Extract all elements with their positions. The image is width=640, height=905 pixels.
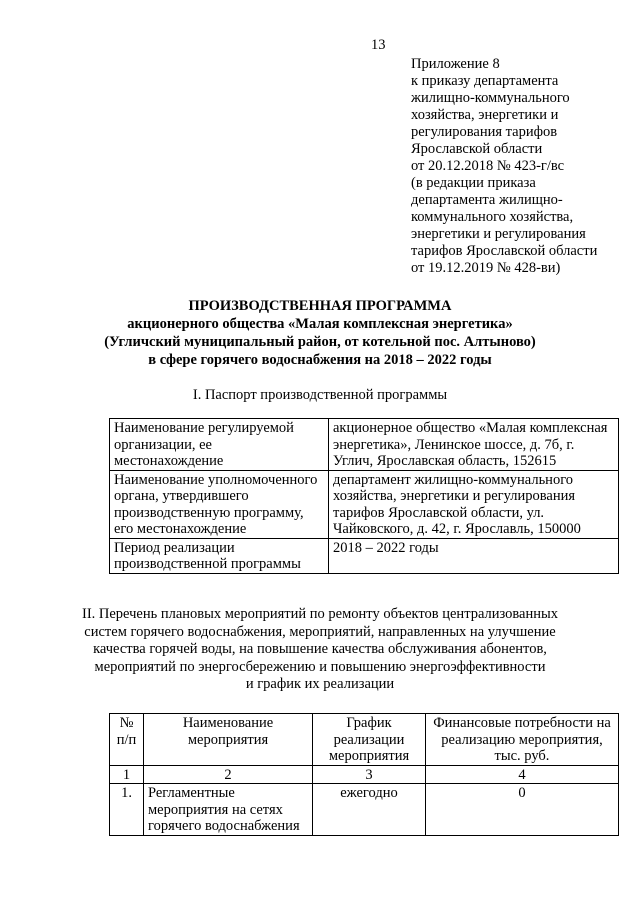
table-cell: 0 xyxy=(426,784,619,836)
document-title xyxy=(0,297,640,369)
table-header-row xyxy=(110,714,619,766)
appendix-line: департамента жилищно- xyxy=(411,192,563,208)
section-2-line: качества горячей воды, на повышение качества обслуживания абонентов, xyxy=(93,641,547,657)
section-2-line: систем горячего водоснабжения, мероприятий, направленных на улучшение xyxy=(84,623,556,640)
section-2-line: и график их реализации xyxy=(245,676,395,692)
appendix-line: Ярославской области xyxy=(411,141,543,157)
page-number: 13 xyxy=(371,37,386,53)
section-1-heading: I. Паспорт производственной программы xyxy=(192,387,448,403)
passport-value: департамент жилищно-коммунального хозяйства, энергетики и регулирования тарифов Ярославской области, ул. Чайковского, д. 42, г. Ярославль, 150000 xyxy=(329,470,619,538)
header-cell: Наименование мероприятия xyxy=(144,714,313,766)
title-line: в сфере горячего водоснабжения на 2018 – 2022 годы xyxy=(148,352,492,368)
title-line: акционерного общества «Малая комплексная энергетика» xyxy=(127,316,513,332)
header-cell: График реализации мероприятия xyxy=(313,714,426,766)
appendix-line: от 19.12.2019 № 428-ви) xyxy=(411,260,561,276)
column-number-row xyxy=(110,765,619,784)
passport-value: акционерное общество «Малая комплексная энергетика», Ленинское шоссе, д. 7б, г. Углич, Ярославская область, 152615 xyxy=(329,419,619,471)
table-row xyxy=(110,784,619,836)
table-row xyxy=(110,470,619,538)
column-number-cell: 3 xyxy=(313,765,426,784)
column-number-cell: 2 xyxy=(144,765,313,784)
table-row xyxy=(110,538,619,573)
appendix-line: регулирования тарифов xyxy=(411,124,558,140)
appendix-line: тарифов Ярославской области xyxy=(411,243,598,259)
title-line: (Угличский муниципальный район, от котельной пос. Алтыново) xyxy=(104,334,536,350)
appendix-line: жилищно-коммунального xyxy=(411,90,570,106)
appendix-line: коммунального хозяйства, xyxy=(411,209,574,225)
appendix-line: к приказу департамента xyxy=(411,73,559,89)
passport-table xyxy=(109,418,619,574)
appendix-line: (в редакции приказа xyxy=(411,175,536,191)
passport-value: 2018 – 2022 годы xyxy=(329,538,619,573)
passport-label: Наименование регулируемой организации, ее местонахождение xyxy=(110,419,329,471)
table-cell: 1. xyxy=(110,784,144,836)
section-2-heading xyxy=(0,606,640,694)
passport-label: Период реализации производственной программы xyxy=(110,538,329,573)
section-2-line: II. Перечень плановых мероприятий по ремонту объектов централизованных xyxy=(81,606,559,622)
plan-table xyxy=(109,713,619,836)
appendix-line: хозяйства, энергетики и xyxy=(411,107,559,123)
appendix-line: энергетики и регулирования xyxy=(411,226,586,242)
title-line: ПРОИЗВОДСТВЕННАЯ ПРОГРАММА xyxy=(188,298,452,314)
appendix-block xyxy=(411,56,631,277)
header-cell: № п/п xyxy=(110,714,144,766)
section-2-line: мероприятий по энергосбережению и повышению энергоэффективности xyxy=(94,658,546,675)
appendix-line: Приложение 8 xyxy=(411,56,500,72)
column-number-cell: 1 xyxy=(110,765,144,784)
table-cell: ежегодно xyxy=(313,784,426,836)
appendix-line: от 20.12.2018 № 423-г/вс xyxy=(411,158,565,174)
table-cell: Регламентные мероприятия на сетях горячего водоснабжения xyxy=(144,784,313,836)
header-cell: Финансовые потребности на реализацию мероприятия, тыс. руб. xyxy=(426,714,619,766)
column-number-cell: 4 xyxy=(426,765,619,784)
passport-label: Наименование уполномоченного органа, утвердившего производственную программу, его местонахождение xyxy=(110,470,329,538)
table-row xyxy=(110,419,619,471)
